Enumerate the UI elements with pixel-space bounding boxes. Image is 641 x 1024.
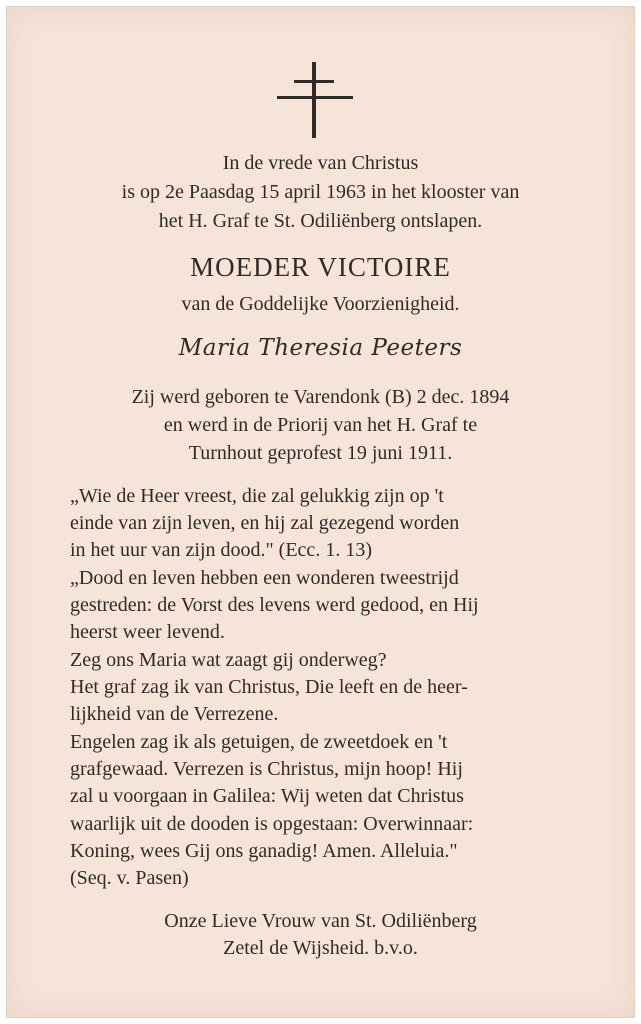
prayer-line: „Wie de Heer vreest, die zal gelukkig zijn op 't — [70, 485, 444, 507]
prayer-line: lijkheid van de Verrezene. — [70, 703, 279, 725]
prayer-source: (Seq. v. Pasen) — [70, 867, 189, 889]
prayer-line: in het uur van zijn dood." (Ecc. 1. 13) — [70, 539, 372, 561]
intro-line-1: In de vrede van Christus — [222, 152, 419, 174]
bio-line-2: en werd in de Priorij van het H. Graf te — [163, 414, 478, 436]
prayer-line: zal u voorgaan in Galilea: Wij weten dat Christus — [70, 785, 464, 807]
intro-line-2: is op 2e Paasdag 15 april 1963 in het klooster van — [121, 181, 520, 203]
prayer-line: Het graf zag ik van Christus, Die leeft en de heer- — [70, 676, 468, 698]
bio-line-3: Turnhout geprofest 19 juni 1911. — [188, 442, 453, 464]
prayer-line: Zeg ons Maria wat zaagt gij onderweg? — [70, 649, 387, 671]
footer-line-2: Zetel de Wijsheid. b.v.o. — [223, 937, 418, 959]
prayer-line: einde van zijn leven, en hij zal gezegend worden — [70, 512, 460, 534]
deceased-title: MOEDER VICTOIRE — [190, 252, 451, 282]
prayer-line: Engelen zag ik als getuigen, de zweetdoek en 't — [70, 731, 448, 753]
prayer-line: „Dood en leven hebben een wonderen tweestrijd — [70, 567, 459, 589]
prayer-line: heerst weer levend. — [70, 621, 225, 643]
intro-line-3: het H. Graf te St. Odiliënberg ontslapen. — [158, 210, 483, 232]
footer-line-1: Onze Lieve Vrouw van St. Odiliënberg — [164, 910, 477, 932]
prayer-line: grafgewaad. Verrezen is Christus, mijn hoop! Hij — [70, 758, 463, 780]
deceased-subtitle: van de Goddelijke Voorzienigheid. — [181, 293, 460, 315]
prayer-line: gestreden: de Vorst des levens werd gedood, en Hij — [70, 594, 479, 616]
prayer-line: waarlijk uit de dooden is opgestaan: Overwinnaar: — [70, 813, 474, 835]
prayer-line: Koning, wees Gij ons ganadig! Amen. Alleluia." — [70, 840, 458, 862]
bio-line-1: Zij werd geboren te Varendonk (B) 2 dec. 1894 — [131, 386, 510, 408]
deceased-full-name: Maria Theresia Peeters — [178, 335, 463, 361]
double-barred-cross-icon — [275, 62, 355, 138]
